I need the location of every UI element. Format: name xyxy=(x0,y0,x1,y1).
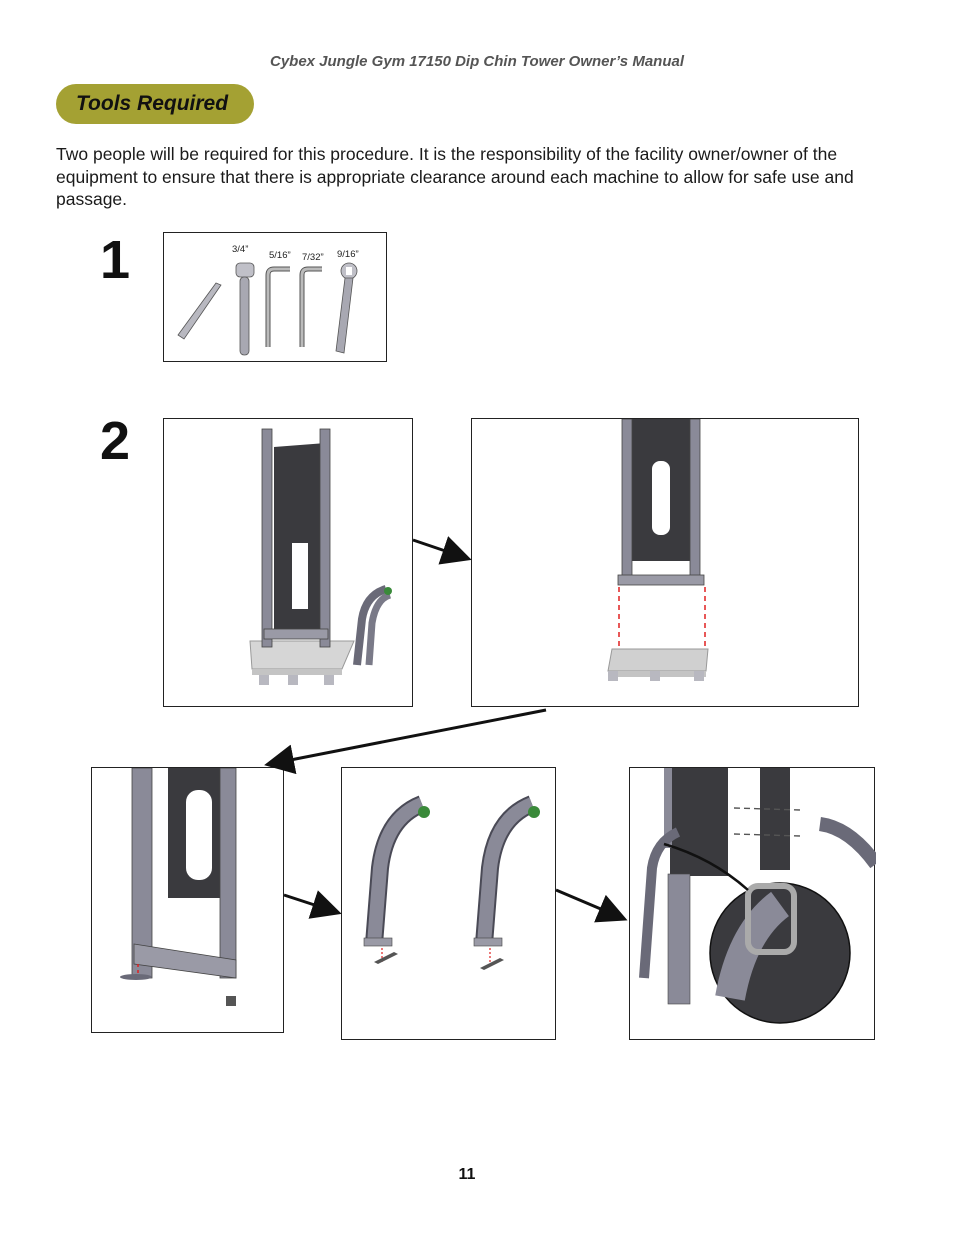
tool-label-3-4: 3/4” xyxy=(232,244,249,255)
page-number: 11 xyxy=(458,1166,476,1183)
tool-label-9-16: 9/16” xyxy=(337,249,359,260)
arrow-step-b-to-c xyxy=(270,710,546,764)
intro-paragraph: Two people will be required for this procedure. It is the responsibility of the facility owner/owner of the equipment to ensure that there is appropriate clearance around each machine to allow for safe use and passage. xyxy=(56,144,854,209)
step-number-2: 2 xyxy=(100,411,131,471)
section-title: Tools Required xyxy=(76,92,229,115)
arrow-step-a-to-b xyxy=(413,540,466,558)
tool-label-7-32: 7/32” xyxy=(302,252,324,263)
tool-label-5-16: 5/16” xyxy=(269,250,291,261)
manual-title: Cybex Jungle Gym 17150 Dip Chin Tower Owner’s Manual xyxy=(269,53,684,70)
arrow-step-d-to-e xyxy=(556,890,622,918)
arrow-step-c-to-d xyxy=(284,895,336,912)
step-number-1: 1 xyxy=(100,230,131,290)
